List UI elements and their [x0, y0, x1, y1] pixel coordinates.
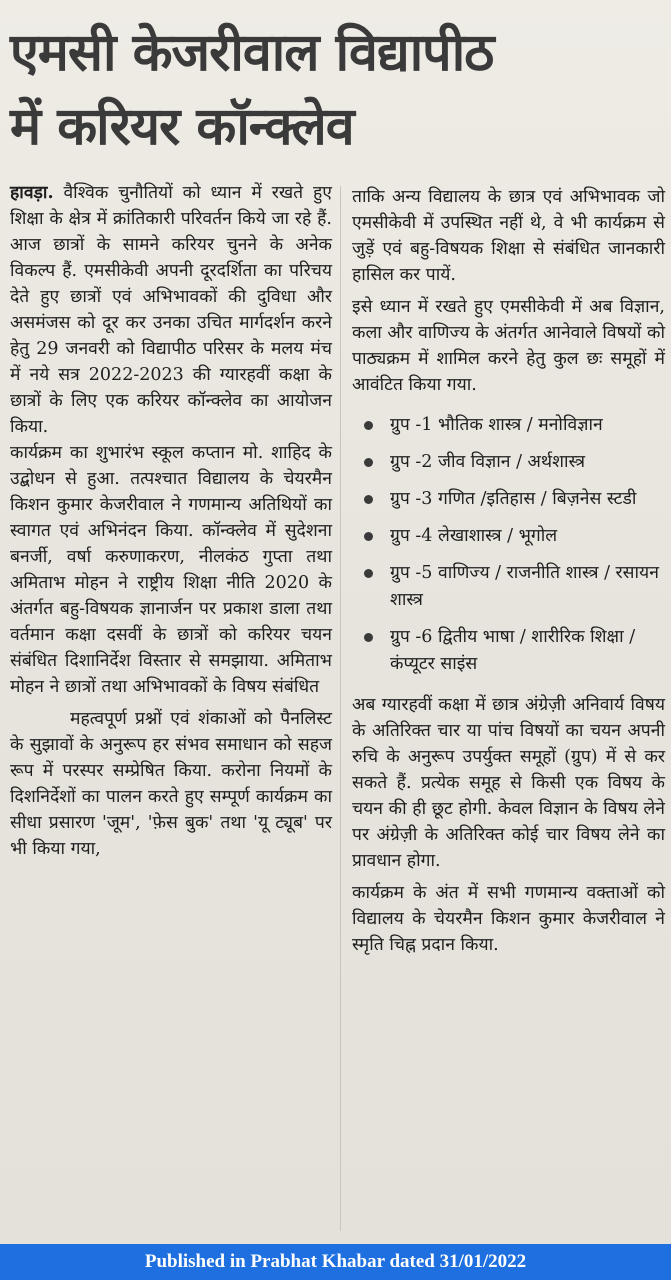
- article-paragraph: महत्वपूर्ण प्रश्नों एवं शंकाओं को पैनलिस्ट के सुझावों के अनुरूप हर संभव समाधान को सहज रूप में परस्पर सम्प्रेषित किया. करोना नियमों के दिशनिर्देशों का पालन करते हुए सम्पूर्ण कार्यक्रम का सीधा प्रसारण 'जूम', 'फ़ेस बुक' तथा 'यू ट्यूब' पर भी किया गया,: [10, 709, 332, 859]
- headline-line-2: में करियर कॉन्क्लेव: [10, 97, 354, 157]
- list-item: [352, 486, 665, 513]
- list-item: [352, 560, 665, 614]
- list-item: [352, 449, 665, 476]
- bullet-icon: [364, 421, 373, 430]
- subject-groups-list: [352, 412, 665, 678]
- list-item: [352, 412, 665, 439]
- bullet-icon: [364, 532, 373, 541]
- dateline: हावड़ा.: [10, 183, 54, 203]
- headline-line-1: एमसी केजरीवाल विद्यापीठ: [10, 23, 494, 83]
- bullet-icon: [364, 458, 373, 467]
- article-paragraph: ताकि अन्य विद्यालय के छात्र एवं अभिभावक जो एमसीकेवी में उपस्थित नहीं थे, वे भी कार्यक्रम से जुड़ें एवं बहु-विषयक शिक्षा से संबंधित जानकारी हासिल कर पायें.: [352, 187, 665, 285]
- bullet-icon: [364, 495, 373, 504]
- column-divider: [340, 186, 341, 1231]
- article-paragraph: कार्यक्रम के अंत में सभी गणमान्य वक्ताओं को विद्यालय के चेयरमैन किशन कुमार केजरीवाल ने स्मृति चिह्न प्रदान किया.: [352, 883, 665, 955]
- list-item: [352, 624, 665, 678]
- article-paragraph: अब ग्यारहवीं कक्षा में छात्र अंग्रेज़ी अनिवार्य विषय के अतिरिक्त चार या पांच विषयों का चयन अपनी रुचि के अनुरूप उपर्युक्त समूहों (ग्रुप) में से कर सकते हैं. प्रत्येक समूह से किसी एक विषय के चयन की ही छूट होगी. केवल विज्ञान के विषय लेने पर अंग्रेज़ी के अतिरिक्त कोई चार विषय लेने का प्रावधान होगा.: [352, 695, 665, 871]
- article-paragraph: इसे ध्यान में रखते हुए एमसीकेवी में अब विज्ञान, कला और वाणिज्य के अंतर्गत आनेवाले विषयों को पाठ्यक्रम में शामिल करने हेतु कुल छः समूहों में आवंटित किया गया.: [352, 297, 665, 395]
- article-right-column: [352, 184, 665, 958]
- article-paragraph: [10, 180, 332, 440]
- publication-caption-bar: [0, 1244, 671, 1280]
- group-text: ग्रुप -2 जीव विज्ञान / अर्थशास्त्र: [390, 452, 585, 472]
- bullet-icon: [364, 569, 373, 578]
- article-left-column: [10, 180, 332, 862]
- publication-caption: Published in Prabhat Khabar dated 31/01/2022: [144, 1251, 527, 1272]
- paragraph-text: वैश्विक चुनौतियों को ध्यान में रखते हुए शिक्षा के क्षेत्र में क्रांतिकारी परिवर्तन किये जा रहे हैं. आज छात्रों के सामने करियर चुनने के अनेक विकल्प हैं. एमसीकेवी अपनी दूरदर्शिता का परिचय देते हुए छात्रों एवं अभिभावकों की दुविधा और असमंजस को दूर कर उनका उचित मार्गदर्शन करने हेतु 29 जनवरी को विद्यापीठ परिसर के मलय मंच में नये सत्र 2022-2023 की ग्यारहवीं कक्षा के छात्रों के लिए एक करियर कॉन्क्लेव का आयोजन किया.: [10, 183, 332, 437]
- bullet-icon: [364, 633, 373, 642]
- article-paragraph: कार्यक्रम का शुभारंभ स्कूल कप्तान मो. शाहिद के उद्बोधन से हुआ. तत्पश्चात विद्यालय के चेयरमैन किशन कुमार केजरीवाल ने गणमान्य अतिथियों का स्वागत एवं अभिनंदन किया. कॉन्क्लेव में सुदेशना बनर्जी, वर्षा करुणाकरण, नीलकंठ गुप्ता तथा अमिताभ मोहन ने राष्ट्रीय शिक्षा नीति 2020 के अंतर्गत बहु-विषयक ज्ञानार्जन पर प्रकाश डाला तथा वर्तमान कक्षा दसवीं के छात्रों को करियर चयन संबंधित दिशानिर्देश विस्तार से समझाया. अमिताभ मोहन ने छात्रों तथा अभिभावकों के विषय संबंधित: [10, 443, 332, 697]
- group-text: ग्रुप -1 भौतिक शास्त्र / मनोविज्ञान: [390, 415, 603, 435]
- list-item: [352, 523, 665, 550]
- group-text: ग्रुप -3 गणित /इतिहास / बिज़नेस स्टडी: [390, 489, 637, 509]
- group-text: ग्रुप -5 वाणिज्य / राजनीति शास्त्र / रसायन शास्त्र: [390, 563, 659, 610]
- headline: [10, 16, 665, 164]
- group-text: ग्रुप -6 द्वितीय भाषा / शारीरिक शिक्षा / कंप्यूटर साइंस: [390, 627, 636, 674]
- group-text: ग्रुप -4 लेखाशास्त्र / भूगोल: [390, 526, 558, 546]
